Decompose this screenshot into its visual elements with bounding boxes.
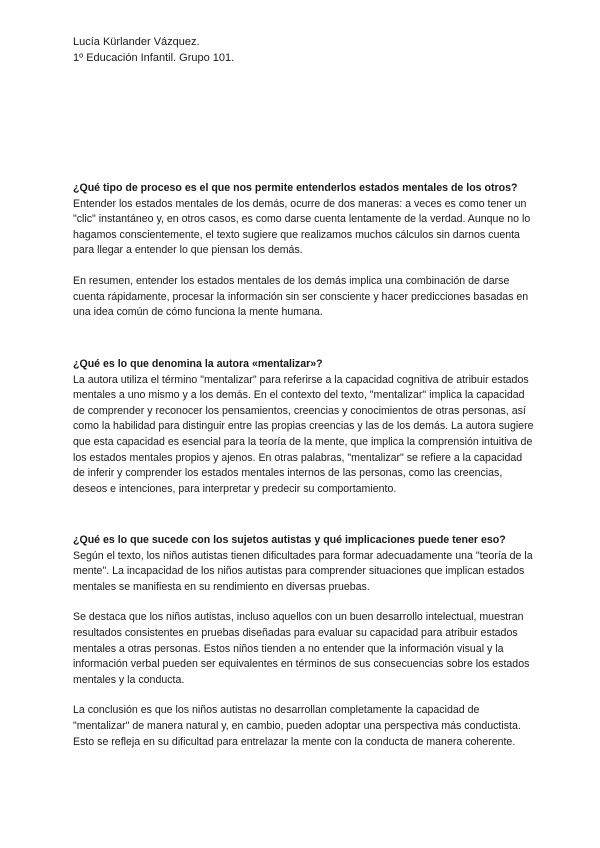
- question-heading: ¿Qué es lo que sucede con los sujetos autistas y qué implicaciones puede tener eso?: [73, 534, 506, 546]
- section-mentalizar: [73, 357, 535, 497]
- course-info: 1º Educación Infantil. Grupo 101.: [73, 51, 235, 64]
- paragraph: Entender los estados mentales de los demás, ocurre de dos maneras: a veces es como tener un "clic" instantáneo y, en otros casos, es como darse cuenta lentamente de la verdad. Aunque no lo hagamos conscientemente, el texto sugiere que realizamos muchos cálculos sin darnos cuenta para llegar a entender lo que piensan los demás.: [73, 197, 531, 257]
- paragraph: En resumen, entender los estados mentales de los demás implica una combinación de darse cuenta rápidamente, procesar la información sin ser consciente y hacer predicciones basadas en una idea común de cómo funciona la mente humana.: [73, 274, 529, 319]
- paragraph: Según el texto, los niños autistas tienen dificultades para formar adecuadamente una "teoría de la mente". La incapacidad de los niños autistas para comprender situaciones que implican estados mentales se manifiesta en su rendimiento en diversas pruebas.: [73, 549, 533, 593]
- paragraph: Se destaca que los niños autistas, incluso aquellos con un buen desarrollo intelectual, muestran resultados consistentes en pruebas diseñadas para evaluar su capacidad para atribuir estados mentales a otras personas. Estos niños tienden a no entender que la información visual y la información verbal pueden ser equivalentes en términos de sus consecuencias sobre los estados mentales y la conducta.: [73, 611, 530, 686]
- question-heading: ¿Qué es lo que denomina la autora «mentalizar»?: [73, 358, 323, 370]
- paragraph: La conclusión es que los niños autistas no desarrollan completamente la capacidad de "mentalizar" de manera natural y, en cambio, pueden adoptar una perspectiva más conductista. Esto se refleja en su dificultad para entrelazar la mente con la conducta de manera coherente.: [73, 704, 521, 748]
- paragraph: La autora utiliza el término "mentalizar" para referirse a la capacidad cognitiva de atribuir estados mentales a uno mismo y a los demás. En el contexto del texto, "mentalizar" implica la capacidad de comprender y reconocer los pensamientos, creencias y conocimientos de otras personas, así como la habilidad para distinguir entre las propias creencias y las de los demás. La autora sugiere que esta capacidad es esencial para la teoría de la mente, que implica la comprensión intuitiva de los estados mentales propios y ajenos. En otras palabras, "mentalizar" se refiere a la capacidad de inferir y comprender los estados mentales internos de las personas, como las creencias, deseos e intenciones, para interpretar y predecir su comportamiento.: [73, 373, 534, 495]
- section-mental-states: [73, 181, 535, 321]
- document-header: [73, 35, 234, 66]
- author-name: Lucía Kürlander Vázquez.: [73, 36, 200, 48]
- section-autism: [73, 533, 535, 750]
- question-heading: ¿Qué tipo de proceso es el que nos permite entenderlos estados mentales de los otros?: [73, 182, 518, 194]
